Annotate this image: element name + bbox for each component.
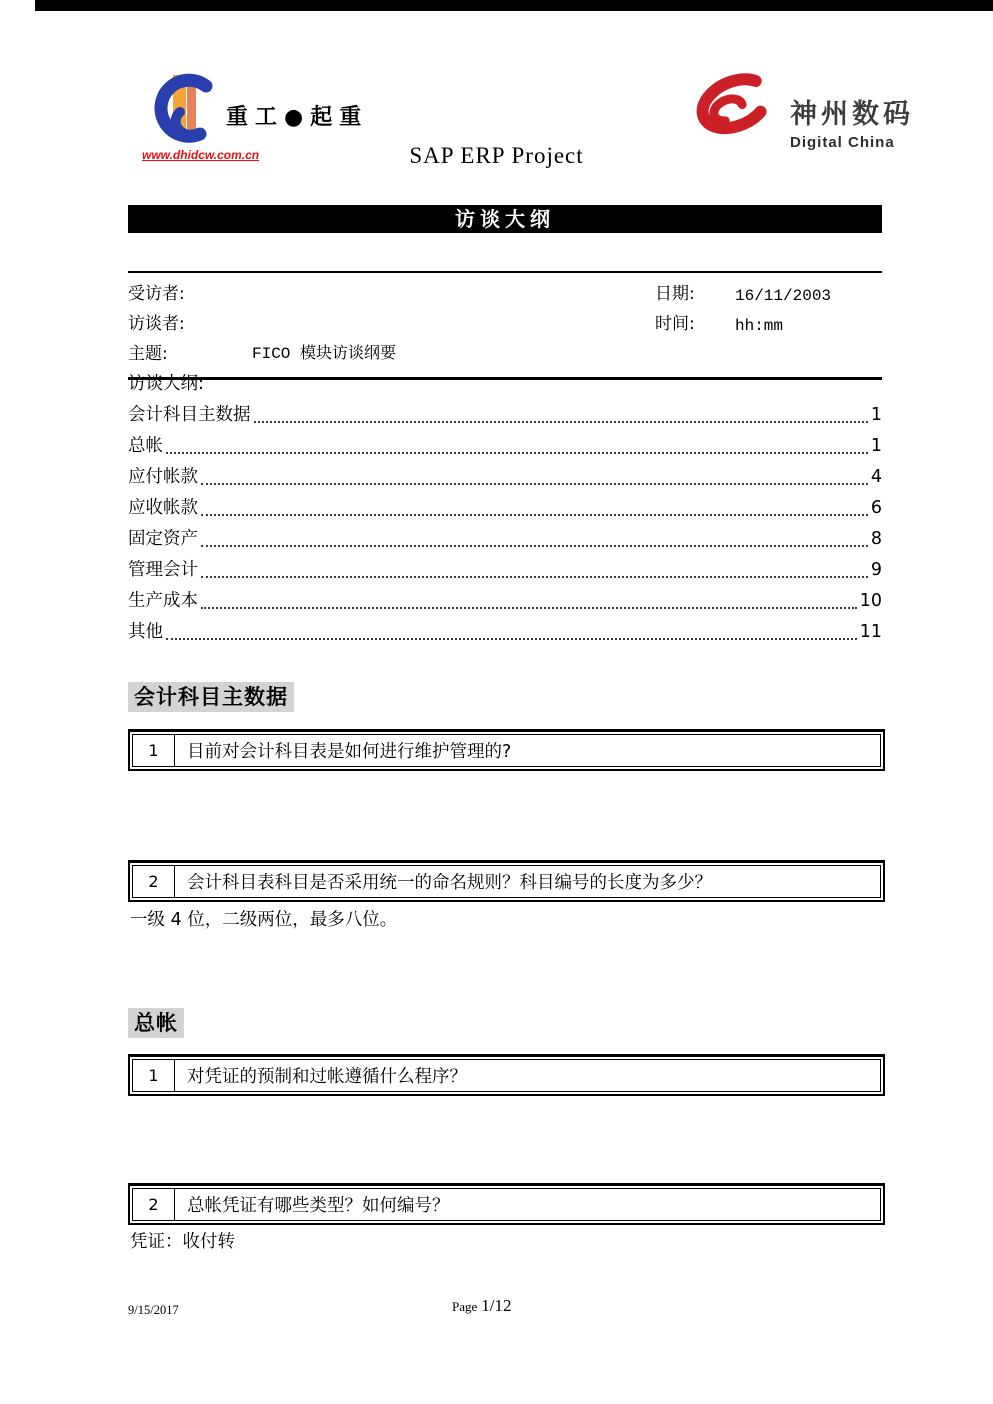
toc-dotted-leader	[201, 493, 868, 516]
toc-entry	[128, 400, 882, 431]
toc-dotted-leader	[166, 431, 868, 454]
date-label: 日期:	[655, 284, 695, 304]
meta-row-subject	[128, 341, 882, 371]
toc-entry	[128, 555, 882, 586]
footer-page-number: 1/12	[481, 1296, 512, 1315]
question-number: 1	[133, 735, 175, 766]
toc-dotted-leader	[201, 524, 868, 547]
toc-entry-title: 应付帐款	[128, 467, 198, 487]
document-title-banner: 访谈大纲	[128, 205, 882, 233]
answer-text: 一级 4 位，二级两位，最多八位。	[130, 910, 398, 930]
question-table	[128, 1183, 885, 1225]
toc-entry-page: 10	[859, 591, 882, 611]
footer-page-indicator	[452, 1296, 512, 1316]
toc-dotted-leader	[201, 555, 868, 578]
toc-entry-page: 1	[870, 436, 882, 456]
digital-china-swirl-icon	[688, 66, 780, 152]
toc-dotted-leader	[166, 617, 857, 640]
toc-entry	[128, 617, 882, 648]
toc-entry-page: 4	[870, 467, 882, 487]
toc-dotted-leader	[201, 462, 868, 485]
toc-dotted-leader	[254, 400, 868, 423]
subject-value: FICO 模块访谈纲要	[252, 345, 397, 363]
toc-entry	[128, 524, 882, 555]
digital-china-en-name: Digital China	[790, 134, 895, 151]
project-title: SAP ERP Project	[409, 143, 584, 168]
toc-entry-title: 应收帐款	[128, 498, 198, 518]
answer-text: 凭证：收付转	[130, 1232, 235, 1252]
toc-entry	[128, 462, 882, 493]
question-number: 2	[133, 866, 175, 897]
section-heading-text: 会计科目主数据	[128, 682, 294, 712]
question-row	[132, 1059, 881, 1092]
question-text: 目前对会计科目表是如何进行维护管理的?	[187, 742, 512, 762]
interviewee-label: 受访者:	[128, 284, 185, 304]
toc-entry-title: 生产成本	[128, 591, 198, 611]
toc-heading: 访谈大纲:	[128, 374, 204, 394]
toc-entry-title: 总帐	[128, 436, 163, 456]
question-row	[132, 1188, 881, 1221]
question-text: 对凭证的预制和过帐遵循什么程序？	[187, 1067, 467, 1087]
toc-entry-page: 6	[870, 498, 882, 518]
toc-entry-title: 管理会计	[128, 560, 198, 580]
footer-page-label: Page	[452, 1299, 478, 1314]
question-row	[132, 865, 881, 898]
top-edge-bar	[35, 0, 993, 11]
toc-entry-page: 1	[870, 405, 882, 425]
question-text: 总帐凭证有哪些类型？如何编号？	[187, 1196, 450, 1216]
question-table	[128, 1054, 885, 1096]
time-label: 时间:	[655, 314, 695, 334]
footer-date: 9/15/2017	[128, 1303, 179, 1317]
toc-entry	[128, 431, 882, 462]
date-value: 16/11/2003	[735, 287, 832, 305]
question-row	[132, 734, 881, 767]
digital-china-cn-name: 神州数码	[790, 99, 914, 130]
interviewer-label: 访谈者:	[128, 314, 185, 334]
section-heading-general-ledger	[128, 1007, 184, 1037]
subject-label: 主题:	[128, 344, 168, 364]
toc-entry	[128, 493, 882, 524]
company-name: 重工●起重	[226, 105, 369, 130]
dhidcw-logo-icon	[140, 70, 222, 150]
question-table	[128, 729, 885, 771]
time-value: hh:mm	[735, 317, 784, 335]
table-of-contents	[128, 369, 882, 648]
company-url: www.dhidcw.com.cn	[142, 148, 260, 162]
digital-china-logo	[688, 66, 914, 152]
question-text: 会计科目表科目是否采用统一的命名规则？科目编号的长度为多少？	[187, 873, 712, 893]
toc-entry-title: 会计科目主数据	[128, 405, 251, 425]
toc-dotted-leader	[201, 586, 857, 609]
interview-meta-block	[128, 271, 882, 380]
toc-entry-title: 其他	[128, 622, 163, 642]
question-table	[128, 860, 885, 902]
question-number: 1	[133, 1060, 175, 1091]
toc-entry-page: 11	[859, 622, 882, 642]
toc-entry-title: 固定资产	[128, 529, 198, 549]
toc-entry	[128, 586, 882, 617]
meta-row-interviewer	[128, 311, 882, 341]
section-heading-accounts-master-data	[128, 681, 294, 711]
meta-row-interviewee	[128, 281, 882, 311]
section-heading-text: 总帐	[128, 1008, 184, 1038]
question-number: 2	[133, 1189, 175, 1220]
toc-entry-page: 8	[870, 529, 882, 549]
toc-entry-page: 9	[870, 560, 882, 580]
